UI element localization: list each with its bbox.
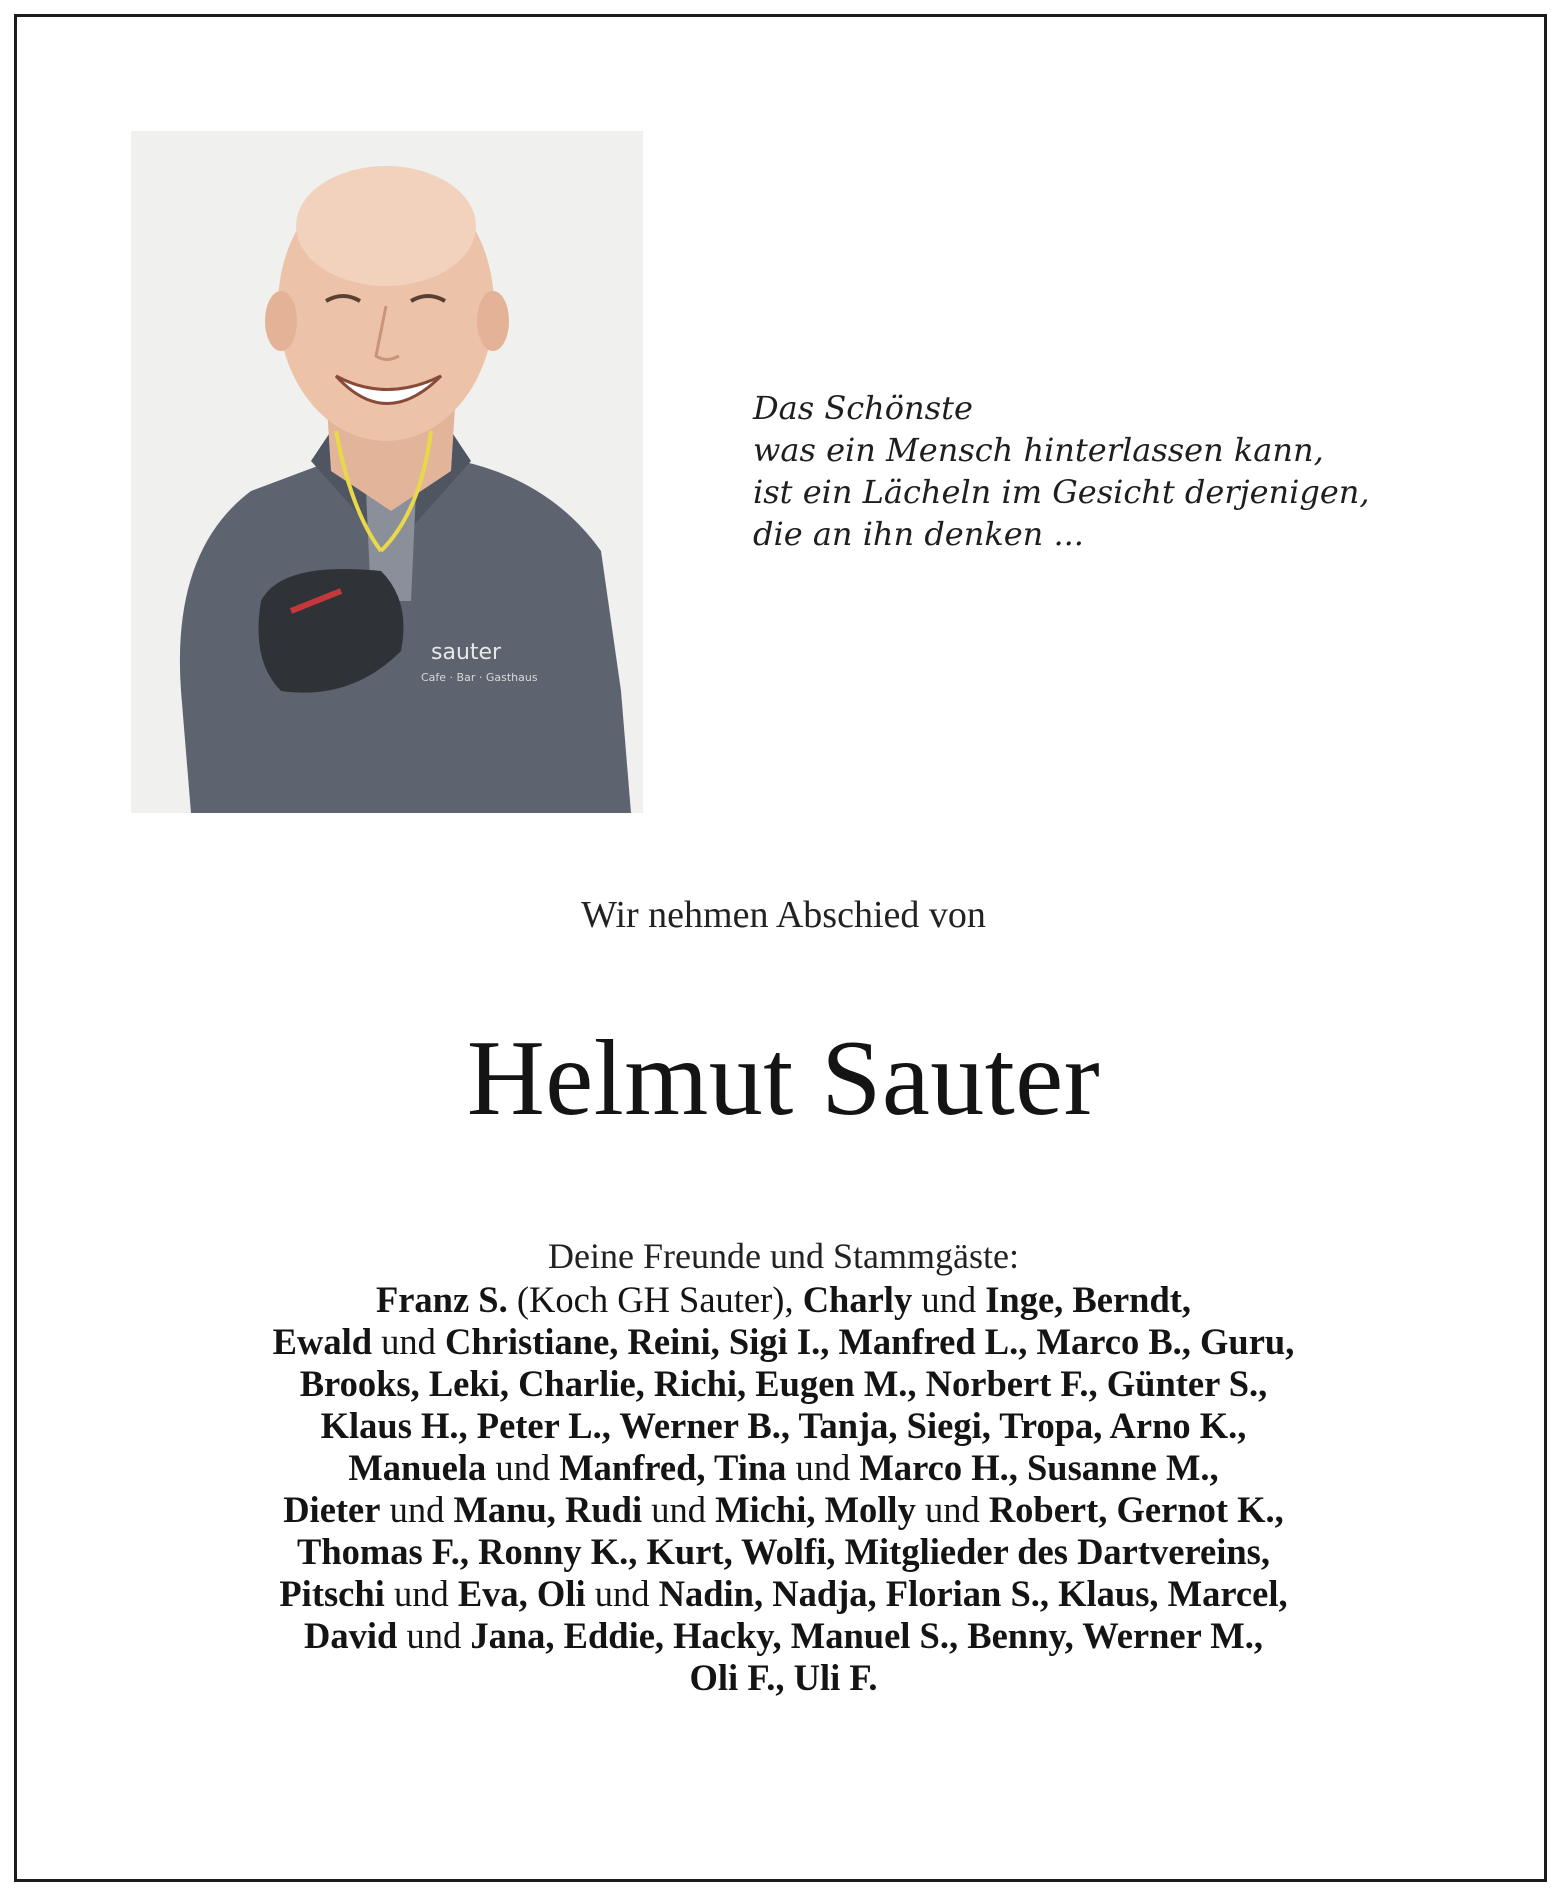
mourners-line [57, 1447, 1510, 1489]
farewell-heading: Wir nehmen Abschied von [581, 894, 986, 936]
quote-line: Das Schönste [753, 389, 973, 427]
shirt-logo-text: sauter [431, 640, 502, 665]
mourners-line [57, 1405, 1510, 1447]
mourner-names: Manu, Rudi [453, 1489, 643, 1530]
connector-text: und [372, 1321, 446, 1362]
mourner-names: Thomas F., Ronny K., Kurt, Wolfi, Mitglieder des Dartvereins, [296, 1531, 1270, 1572]
mourner-names: David [304, 1615, 398, 1656]
quote-line: die an ihn denken ... [753, 515, 1084, 553]
connector-text: und [486, 1447, 560, 1488]
mourner-names: Jana, Eddie, Hacky, Manuel S., Benny, Werner M., [470, 1615, 1263, 1656]
quote-line: ist ein Lächeln im Gesicht derjenigen, [753, 473, 1370, 511]
shirt-subtitle-text: Cafe · Bar · Gasthaus [421, 671, 538, 684]
mourner-names: Marco H., Susanne M., [859, 1447, 1219, 1488]
mourners-line [57, 1573, 1510, 1615]
friends-label: Deine Freunde und Stammgäste: [548, 1236, 1019, 1276]
mourner-names: Michi, Molly [715, 1489, 916, 1530]
deceased-name: Helmut Sauter [466, 1019, 1101, 1138]
connector-text: und [380, 1489, 454, 1530]
connector-text: und [585, 1573, 659, 1614]
mourner-names: Dieter [283, 1489, 381, 1530]
quote-line: was ein Mensch hinterlassen kann, [753, 431, 1324, 469]
mourner-names: Christiane, Reini, Sigi I., Manfred L., Marco B., Guru, [445, 1321, 1295, 1362]
connector-text: und [915, 1489, 989, 1530]
mourner-names: Brooks, Leki, Charlie, Richi, Eugen M., Norbert F., Günter S., [299, 1363, 1268, 1404]
mourner-names: Nadin, Nadja, Florian S., Klaus, Marcel, [658, 1573, 1288, 1614]
portrait-photo [131, 131, 643, 813]
connector-text: (Koch GH Sauter), [507, 1279, 803, 1320]
connector-text: und [786, 1447, 860, 1488]
mourner-names: Franz S. [375, 1279, 508, 1320]
mourners-line [57, 1531, 1510, 1573]
mourner-names: Klaus H., Peter L., Werner B., Tanja, Siegi, Tropa, Arno K., [320, 1405, 1247, 1446]
mourner-names: Eva, Oli [457, 1573, 586, 1614]
mourner-names: Ewald [272, 1321, 373, 1362]
mourner-names: Manfred, Tina [559, 1447, 787, 1488]
mourner-names: Robert, Gernot K., [988, 1489, 1284, 1530]
obituary-frame [14, 14, 1547, 1882]
connector-text: und [397, 1615, 471, 1656]
mourners-line [57, 1657, 1510, 1699]
connector-text: und [642, 1489, 716, 1530]
mourners-line [57, 1321, 1510, 1363]
mourners-list [57, 1279, 1510, 1699]
mourners-line [57, 1363, 1510, 1405]
mourners-line [57, 1615, 1510, 1657]
connector-text: und [384, 1573, 458, 1614]
portrait-illustration [131, 131, 643, 813]
memorial-quote [753, 387, 1473, 555]
connector-text: und [912, 1279, 986, 1320]
mourners-line [57, 1489, 1510, 1531]
mourner-names: Charly [802, 1279, 913, 1320]
mourner-names: Manuela [348, 1447, 487, 1488]
mourner-names: Inge, Berndt, [985, 1279, 1192, 1320]
mourner-names: Pitschi [279, 1573, 385, 1614]
mourner-names: Oli F., Uli F. [689, 1657, 878, 1698]
mourners-line [57, 1279, 1510, 1321]
